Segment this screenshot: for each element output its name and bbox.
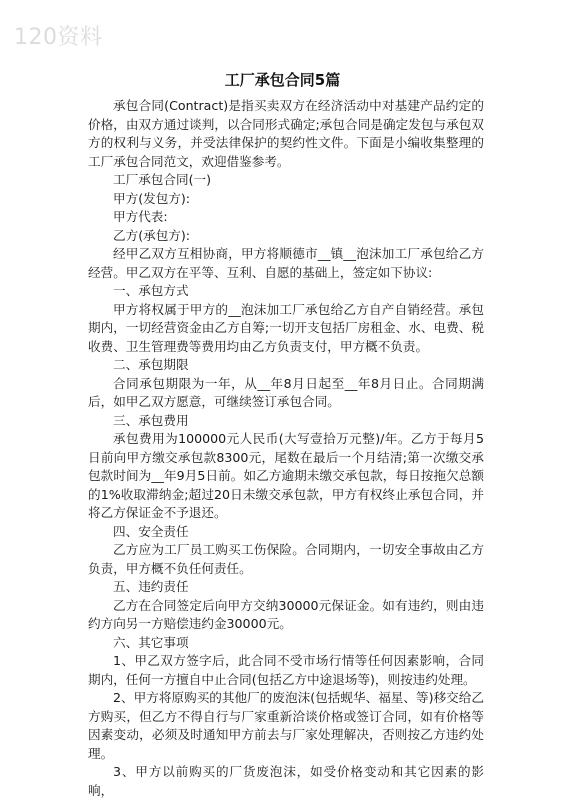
preamble-paragraph: 经甲乙双方互相协商，甲方将顺德市__镇__泡沫加工厂承包给乙方经营。甲乙双方在平等、互利、自愿的基础上，签定如下协议: (88, 246, 484, 280)
section-body-2: 合同承包期限为一年，从__年8月日起至__年8月日止。合同期满后，如甲乙双方愿意，可继续签订承包合同。 (88, 375, 484, 409)
section-body-3: 承包费用为100000元人民币(大写壹拾万元整)/年。乙方于每月5日前向甲方缴交承包款8300元，尾数在最后一个月结清;第一次缴交承包款时间为__年9月5日前。如乙方逾期未缴交承包款，每日按拖欠总额的1%收取滞纳金;超过20日未缴交承包款，甲方有权终止承包合同，并将乙方保证金不予退还。 (88, 431, 484, 520)
section-body-1: 甲方将权属于甲方的__泡沫加工厂承包给乙方自产自销经营。承包期内，一切经营资金由乙方自筹;一切开支包括厂房租金、水、电费、税收费、卫生管理费等费用均由乙方负责支付，甲方概不负责。 (88, 301, 484, 354)
party-a-line: 甲方(发包方): (113, 190, 191, 206)
section-heading-5: 五、违约责任 (113, 579, 189, 594)
section-body-5: 乙方在合同签定后向甲方交纳30000元保证金。如有违约，则由违约方向另一方赔偿违约金30000元。 (88, 597, 484, 631)
other-item-1: 1、甲乙双方签字后，此合同不受市场行情等任何因素影响，合同期内，任何一方擅自中止合同(包括乙方中途退场等)，则按违约处理。 (88, 653, 484, 687)
section-heading-3: 三、承包费用 (113, 412, 189, 428)
section-heading-6: 六、其它事项 (113, 634, 189, 650)
section-body-4: 乙方应为工厂员工购买工伤保险。合同期内，一切安全事故由乙方负责，甲方概不负任何责任。 (88, 542, 484, 576)
section-heading-1: 一、承包方式 (113, 283, 189, 298)
party-b-line: 乙方(承包方): (113, 227, 191, 243)
other-item-2: 2、甲方将原购买的其他厂的废泡沫(包括蚬华、福星、等)移交给乙方购买，但乙方不得自行与厂家重新洽谈价格或签订合同，如有价格等因素变动，必须及时通知甲方前去与厂家处理解决，否则按乙方违约处理。 (88, 690, 484, 761)
section-heading-2: 二、承包期限 (113, 357, 189, 372)
document-body (88, 97, 484, 800)
intro-paragraph: 承包合同(Contract)是指买卖双方在经济活动中对基建产品约定的价格，由双方通过谈判，以合同形式确定;承包合同是确定发包与承包双方的权利与义务，并受法律保护的契约性文件。下面是小编收集整理的工厂承包合同范文，欢迎借鉴参考。 (88, 98, 484, 169)
watermark-logo: 120资料 (14, 25, 103, 50)
party-a-representative-line: 甲方代表: (113, 209, 168, 224)
other-item-3: 3、甲方以前购买的厂货废泡沫，如受价格变动和其它因素的影响， (88, 764, 484, 798)
document-title: 工厂承包合同5篇 (224, 71, 341, 89)
section-heading-4: 四、安全责任 (113, 523, 189, 539)
contract-heading: 工厂承包合同(一) (113, 172, 211, 187)
